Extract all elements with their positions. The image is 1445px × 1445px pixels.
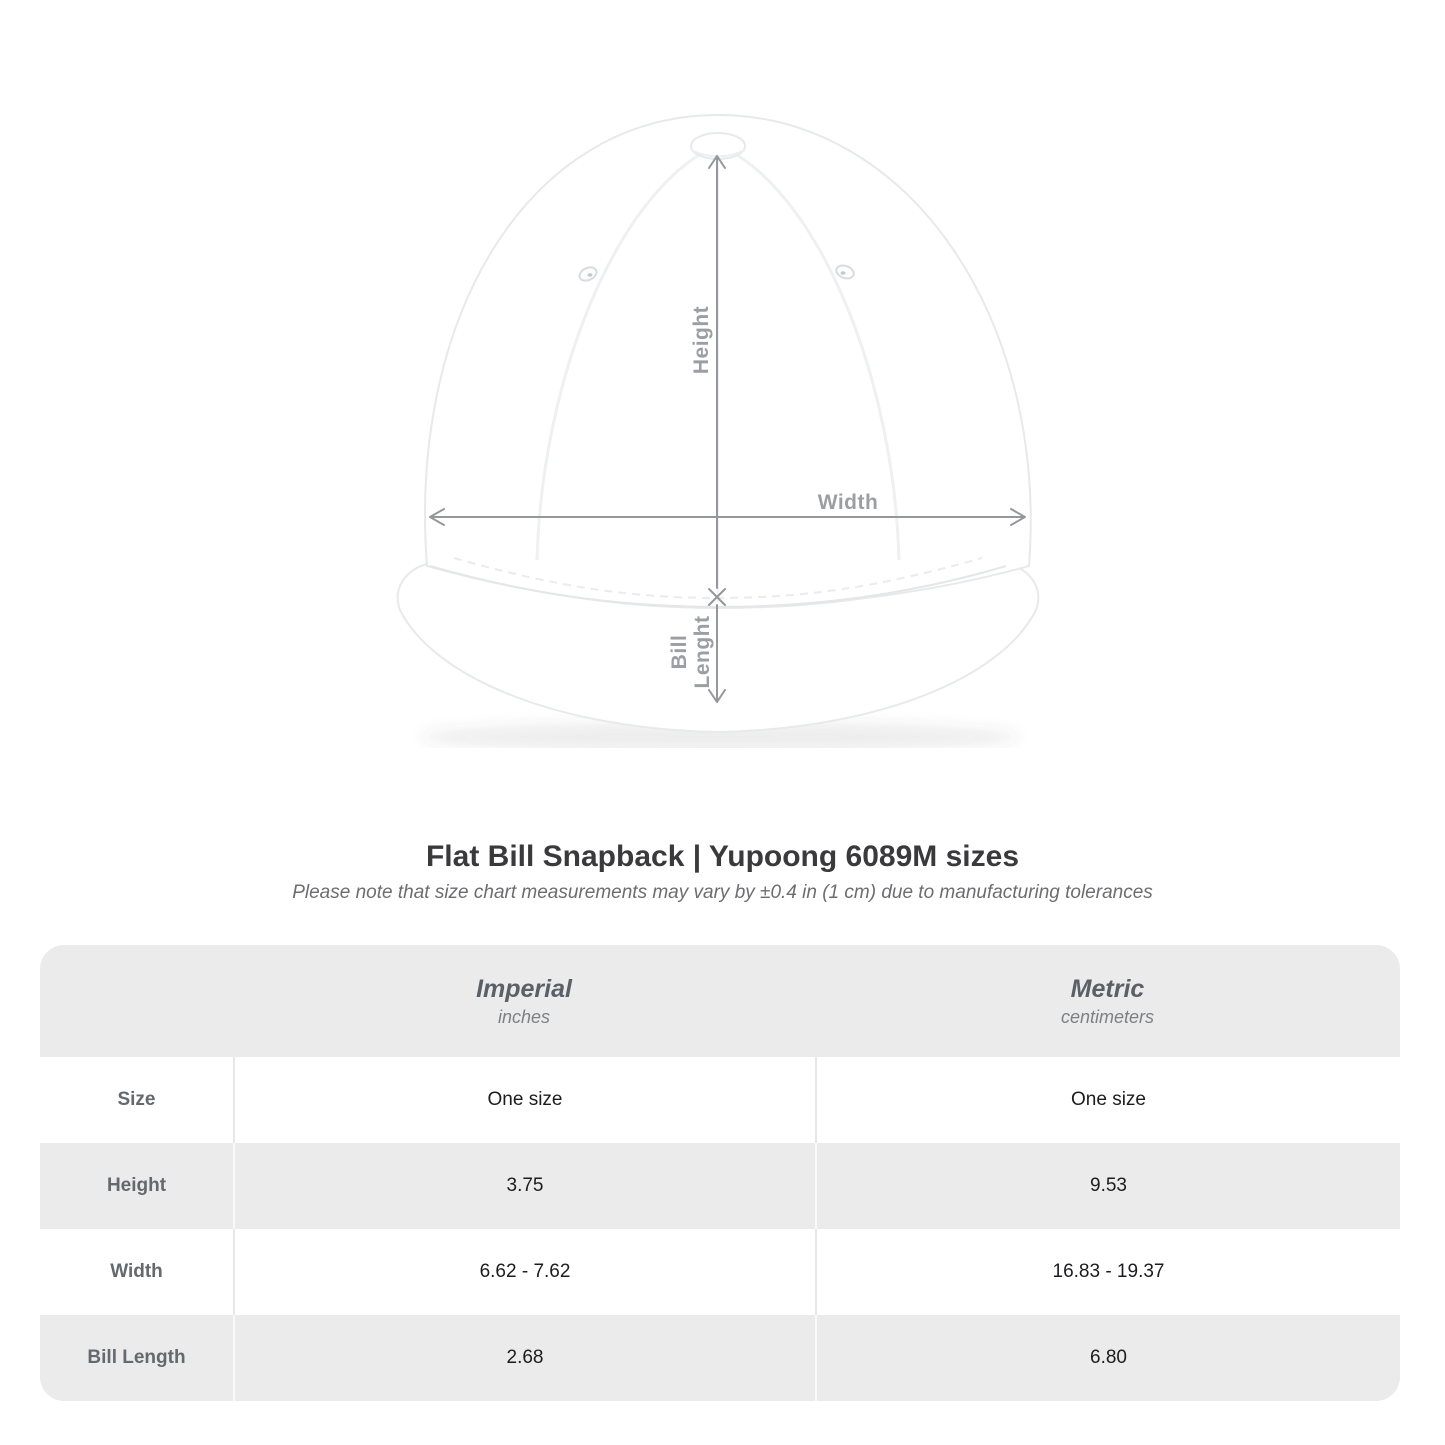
bill-length-label-line2: Lenght [691, 615, 714, 689]
table-row-width [40, 1229, 1400, 1315]
imperial-column-unit: inches [497, 1006, 551, 1027]
metric-column-unit: centimeters [1060, 1006, 1155, 1027]
table-row-size [40, 1057, 1400, 1143]
imperial-value: 2.68 [233, 1315, 815, 1401]
tolerance-note: Please note that size chart measurements may vary by ±0.4 in (1 cm) due to manufacturing tolerances [292, 882, 1153, 903]
bill-length-label-line1: Bill [668, 634, 691, 670]
row-label: Bill Length [87, 1347, 186, 1368]
table-header-row [40, 945, 1400, 1057]
metric-value: One size [815, 1057, 1400, 1143]
height-dimension-label: Height [690, 305, 713, 375]
title-block [0, 840, 1445, 904]
column-header-imperial [233, 975, 815, 1028]
metric-value: 6.80 [815, 1315, 1400, 1401]
imperial-column-title: Imperial [476, 974, 572, 1003]
imperial-value: 3.75 [233, 1143, 815, 1229]
top-button [691, 133, 745, 159]
row-label: Size [117, 1089, 156, 1110]
metric-value: 9.53 [815, 1143, 1400, 1229]
metric-value: 16.83 - 19.37 [815, 1229, 1400, 1315]
width-dimension-label: Width [817, 491, 879, 514]
column-header-metric [815, 975, 1400, 1028]
snapback-hat-diagram [390, 88, 1050, 748]
imperial-value: One size [233, 1057, 815, 1143]
row-label: Width [110, 1261, 163, 1282]
table-row-bill-length [40, 1315, 1400, 1401]
metric-column-title: Metric [1070, 974, 1145, 1003]
hat-crown [425, 115, 1031, 607]
page-title: Flat Bill Snapback | Yupoong 6089M sizes [425, 840, 1019, 873]
row-label: Height [106, 1175, 167, 1196]
table-row-height [40, 1143, 1400, 1229]
size-chart-table [40, 945, 1400, 1401]
imperial-value: 6.62 - 7.62 [233, 1229, 815, 1315]
